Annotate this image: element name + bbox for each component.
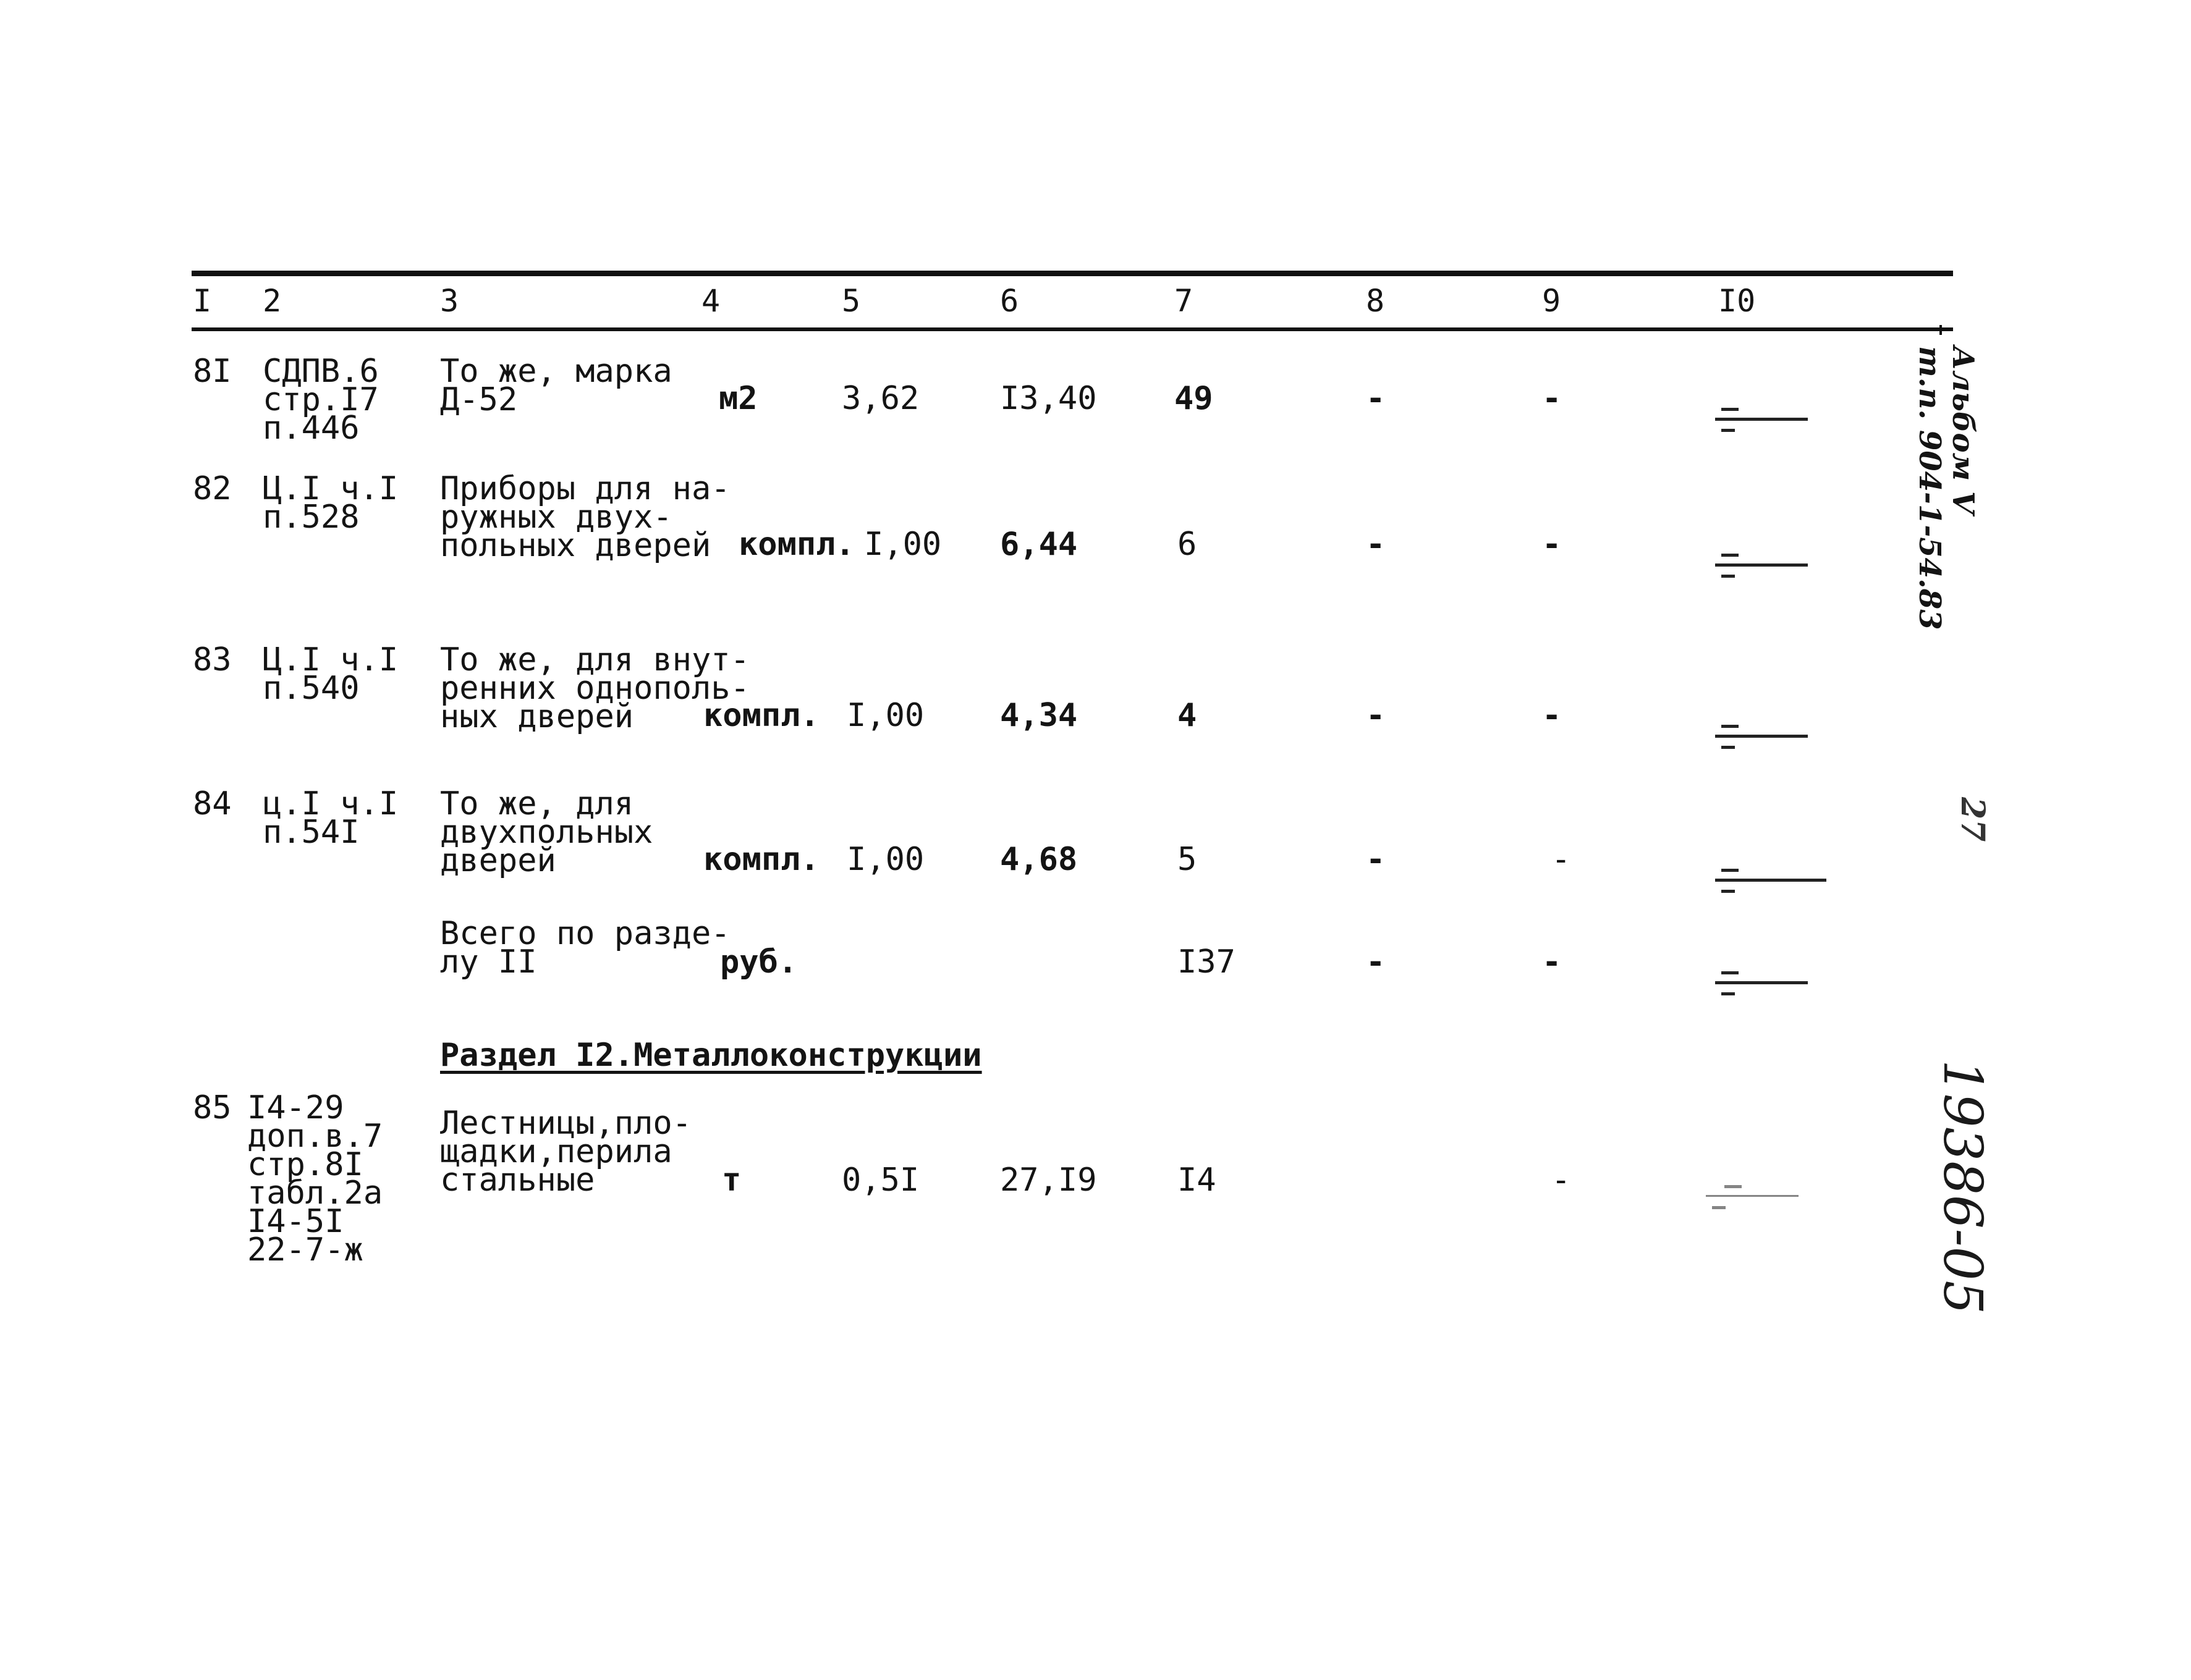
row-unit-price: 4,68 (1000, 841, 1078, 878)
row-col-8: - (1366, 697, 1386, 734)
album-stamp (1913, 346, 1980, 630)
album-reference: т.п. 904-1-54.83 (1912, 346, 1947, 630)
header-col-3: 3 (440, 283, 459, 319)
header-right-tick (1939, 325, 1942, 335)
dash-mark (1715, 714, 1808, 763)
row-quantity: 3,62 (842, 380, 920, 417)
row-reference: I4-29 доп.в.7 стр.8I табл.2а I4-5I 22-7-ж (247, 1089, 383, 1268)
row-quantity: I,00 (847, 841, 925, 878)
row-unit: компл. (739, 526, 855, 563)
row-reference: ц.I ч.I п.54I (263, 785, 399, 851)
album-title: Альбом V (1946, 346, 1980, 515)
dash-mark (1706, 1174, 1799, 1223)
row-total: 5 (1177, 841, 1197, 878)
row-col-8: - (1366, 380, 1386, 417)
total-col-9: - (1542, 943, 1562, 981)
row-col-9: - (1542, 697, 1562, 734)
row-col-9: - (1542, 380, 1562, 417)
row-quantity: I,00 (847, 697, 925, 734)
row-unit-price: 6,44 (1000, 526, 1078, 563)
row-total: 4 (1177, 697, 1197, 734)
total-col-8: - (1366, 943, 1386, 981)
row-total: 49 (1174, 380, 1213, 417)
dash-mark (1715, 960, 1808, 1010)
header-col-5: 5 (842, 283, 861, 319)
row-col-8: - (1366, 526, 1386, 563)
header-col-1: I (193, 283, 212, 319)
row-total: I4 (1177, 1162, 1216, 1199)
row-unit: компл. (703, 697, 820, 734)
table-top-rule (192, 271, 1953, 276)
dash-mark (1715, 542, 1808, 592)
total-unit: руб. (720, 943, 798, 981)
row-number: 8I (193, 353, 232, 390)
row-col-9: - (1551, 841, 1571, 878)
header-col-2: 2 (263, 283, 282, 319)
header-bottom-rule (192, 327, 1953, 331)
serial-number-handwritten: 19386-05 (1931, 1060, 1993, 1315)
header-col-9: 9 (1542, 283, 1561, 319)
header-col-10: I0 (1718, 283, 1756, 319)
row-reference: СДПВ.6 стр.I7 п.446 (263, 353, 379, 447)
section-title: Раздел I2.Металлоконструкции (440, 1037, 982, 1074)
row-unit: т (722, 1162, 742, 1199)
row-unit-price: 4,34 (1000, 697, 1078, 734)
total-description: Всего по разде- лу II (440, 915, 731, 981)
row-unit-price: 27,I9 (1000, 1162, 1097, 1199)
row-unit: компл. (703, 841, 820, 878)
row-unit-price: I3,40 (1000, 380, 1097, 417)
header-col-7: 7 (1174, 283, 1193, 319)
row-col-9: - (1542, 526, 1562, 563)
row-description: Приборы для на- ружных двух- польных дверей (440, 470, 731, 564)
header-col-4: 4 (701, 283, 721, 319)
header-col-8: 8 (1366, 283, 1385, 319)
row-total: 6 (1177, 526, 1197, 563)
dash-mark (1715, 858, 1808, 907)
row-reference: Ц.I ч.I п.540 (263, 641, 399, 707)
row-description: То же, для внут- ренних однополь- ных дверей (440, 641, 750, 735)
row-col-8: - (1366, 841, 1386, 878)
page-number-mark: 27 (1954, 797, 1991, 842)
row-col-9: - (1551, 1162, 1571, 1199)
row-description: Лестницы,пло- щадки,перила стальные (440, 1105, 692, 1199)
header-col-6: 6 (1000, 283, 1019, 319)
row-quantity: I,00 (864, 526, 942, 563)
row-reference: Ц.I ч.I п.528 (263, 470, 399, 536)
row-unit: м2 (719, 380, 758, 417)
row-number: 84 (193, 785, 232, 822)
dash-mark (1715, 397, 1808, 446)
row-number: 83 (193, 641, 232, 678)
row-description: То же, марка Д-52 (440, 353, 672, 418)
total-value: I37 (1177, 943, 1235, 981)
row-description: То же, для двухпольных дверей (440, 785, 653, 879)
row-quantity: 0,5I (842, 1162, 920, 1199)
row-number: 85 (193, 1089, 232, 1126)
row-number: 82 (193, 470, 232, 507)
